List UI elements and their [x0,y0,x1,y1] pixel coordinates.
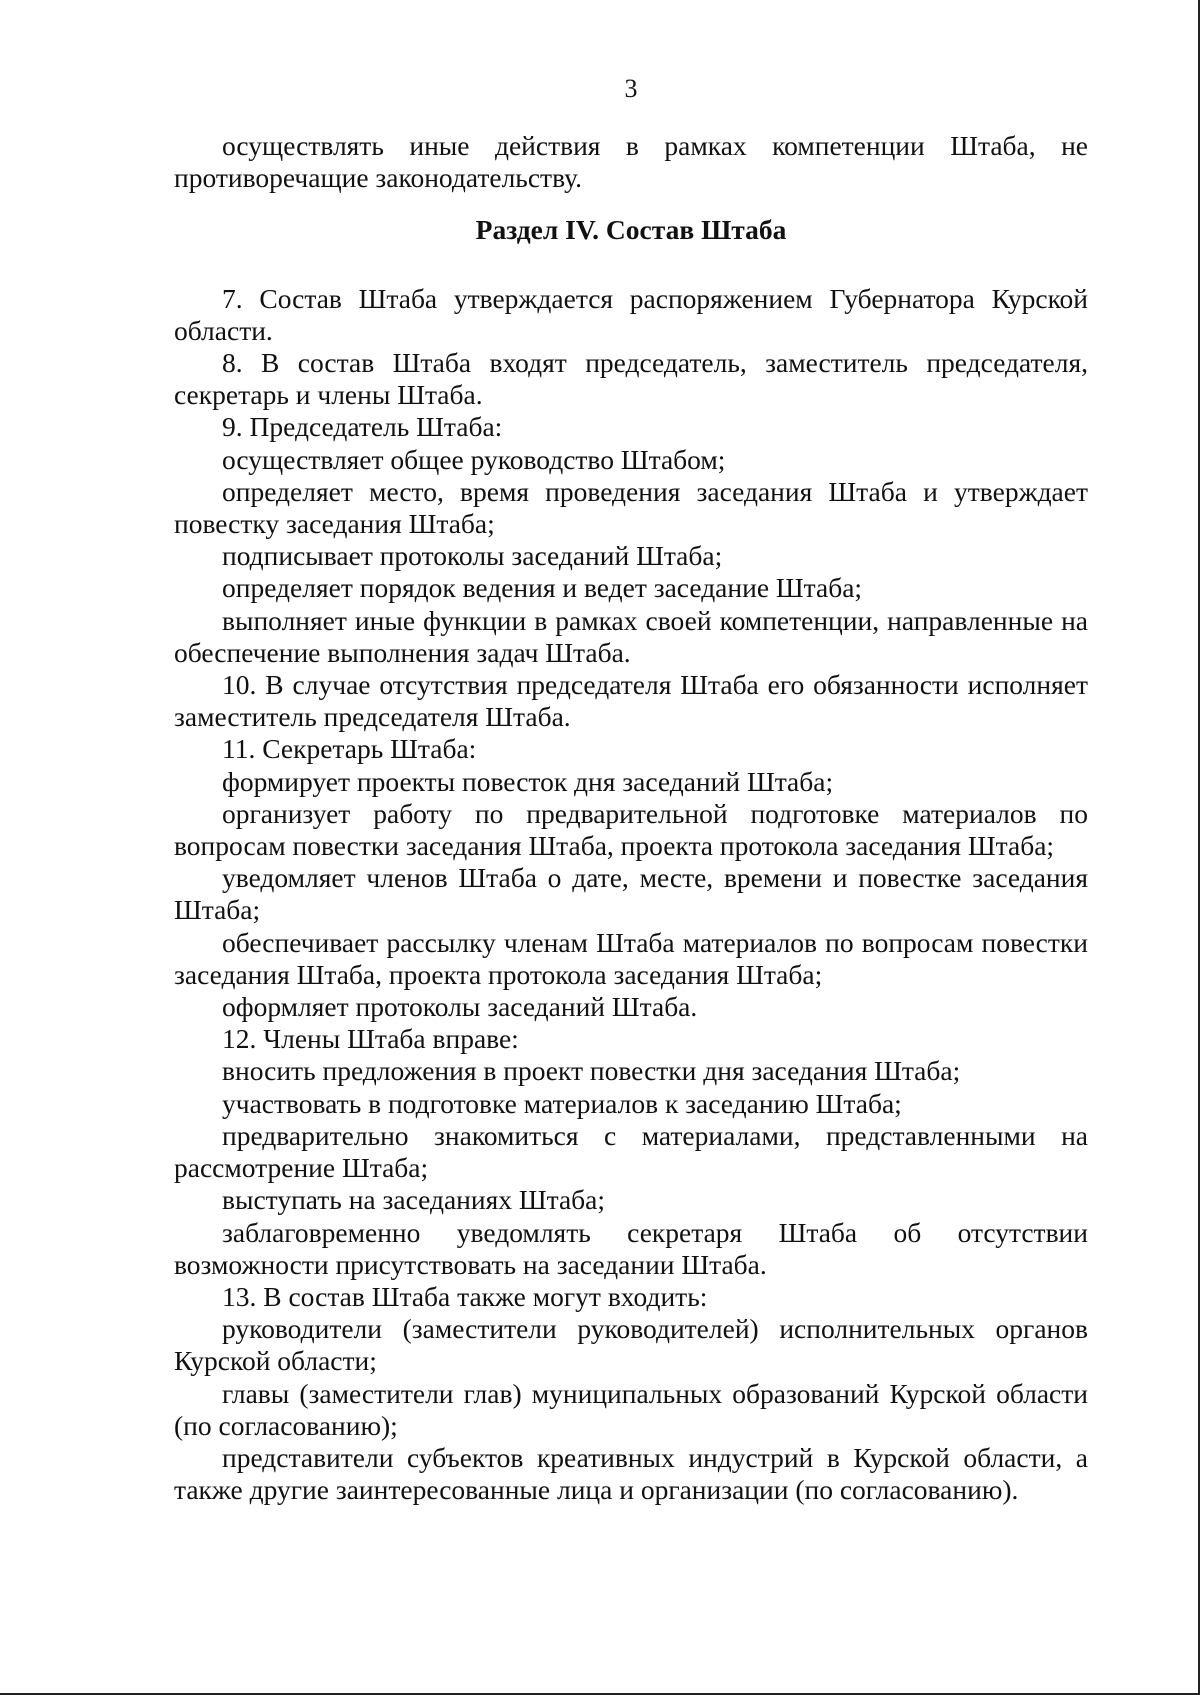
document-body [174,130,1088,1506]
paragraph-subitem: организует работу по предварительной подготовке материалов по вопросам повестки заседания Штаба, проекта протокола заседания Штаба; [174,797,1088,862]
paragraph-subitem: оформляет протоколы заседаний Штаба. [222,991,698,1023]
paragraph-subitem: определяет место, время проведения заседания Штаба и утверждает повестку заседания Штаба; [174,475,1088,540]
paragraph-subitem: заблаговременно уведомлять секретаря Штаба об отсутствии возможности присутствовать на заседании Штаба. [174,1216,1088,1280]
paragraph-item-12: 12. Члены Штаба вправе: [222,1023,519,1055]
paragraph-subitem: выступать на заседаниях Штаба; [222,1184,606,1216]
paragraph-subitem: предварительно знакомиться с материалами, представленными на рассмотрение Штаба; [174,1119,1088,1184]
paragraph-subitem: главы (заместители глав) муниципальных образований Курской области (по согласованию); [174,1377,1088,1441]
paragraph-item-11: 11. Секретарь Штаба: [222,733,477,765]
paragraph-subitem: уведомляет членов Штаба о дате, месте, времени и повестке заседания Штаба; [174,862,1088,926]
paragraph-subitem: осуществляет общее руководство Штабом; [222,443,726,475]
paragraph-item-9: 9. Председатель Штаба: [222,411,503,443]
paragraph-item-10: 10. В случае отсутствия председателя Штаба его обязанности исполняет заместитель председателя Штаба. [174,669,1088,733]
paragraph-subitem: представители субъектов креативных индустрий в Курской области, а также другие заинтересованные лица и организации (по согласованию). [174,1441,1088,1506]
paragraph-item-8: 8. В состав Штаба входят председатель, заместитель председателя, секретарь и члены Штаба. [174,347,1088,411]
paragraph-subitem: определяет порядок ведения и ведет заседание Штаба; [222,572,863,604]
paragraph-subitem: выполняет иные функции в рамках своей компетенции, направленные на обеспечение выполнения задач Штаба. [174,604,1088,668]
paragraph-subitem: подписывает протоколы заседаний Штаба; [222,540,723,572]
paragraph-item-7: 7. Состав Штаба утверждается распоряжением Губернатора Курской области. [174,282,1088,346]
paragraph-item-13: 13. В состав Штаба также могут входить: [222,1280,708,1312]
paragraph-subitem: вносить предложения в проект повестки дня заседания Штаба; [222,1055,961,1087]
page-number: 3 [624,74,638,103]
paragraph-subitem: участвовать в подготовке материалов к заседанию Штаба; [222,1087,902,1119]
paragraph-subitem: руководители (заместители руководителей) исполнительных органов Курской области; [174,1313,1088,1377]
section-heading: Раздел IV. Состав Штаба [475,214,787,246]
paragraph-continuation: осуществлять иные действия в рамках компетенции Штаба, не противоречащие законодательству. [174,130,1088,194]
paragraph-subitem: формирует проекты повесток дня заседаний Штаба; [222,765,834,797]
paragraph-subitem: обеспечивает рассылку членам Штаба материалов по вопросам повестки заседания Штаба, проекта протокола заседания Штаба; [174,926,1088,990]
